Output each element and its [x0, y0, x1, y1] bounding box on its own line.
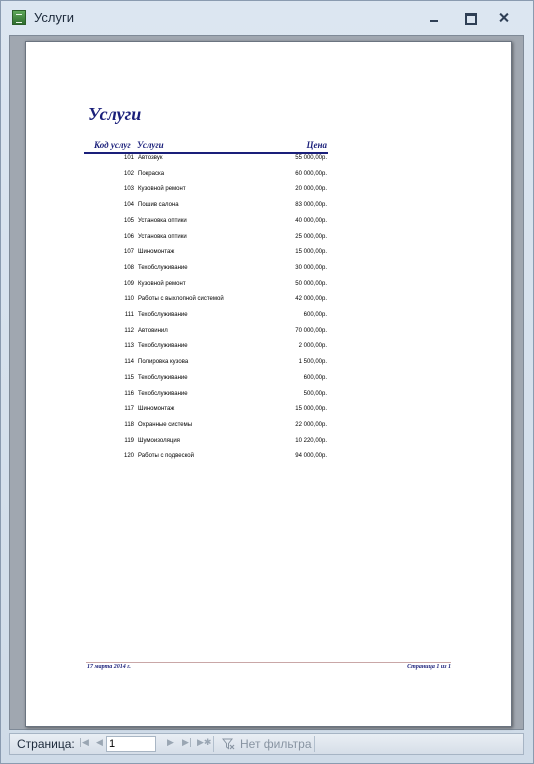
table-row [26, 343, 513, 359]
row-price: 20 000,00р. [295, 186, 327, 193]
maximize-button[interactable] [459, 9, 481, 27]
row-service: Покраска [138, 170, 165, 177]
table-row [26, 218, 513, 234]
page-number-input[interactable] [106, 736, 156, 752]
row-code: 109 [123, 280, 134, 287]
row-price: 70 000,00р. [295, 327, 327, 334]
footer-date: 17 марта 2014 г. [87, 664, 131, 670]
table-row [26, 312, 513, 328]
table-row [26, 391, 513, 407]
minimize-button[interactable] [423, 9, 445, 27]
row-code: 106 [123, 233, 134, 240]
table-icon [12, 10, 26, 25]
row-service: Техобслуживание [138, 390, 188, 397]
row-service: Техобслуживание [138, 312, 188, 318]
row-service: Охранные системы [138, 421, 193, 428]
close-button[interactable] [493, 9, 515, 27]
row-service: Пошив салона [138, 202, 179, 209]
row-price: 60 000,00р. [295, 170, 327, 177]
column-header-service: Услуги [137, 140, 164, 150]
row-price: 600,00р. [303, 374, 327, 381]
row-price: 94 000,00р. [295, 453, 327, 460]
table-row [26, 359, 513, 375]
row-service: Автовинил [138, 327, 168, 334]
row-price: 2 000,00р. [298, 343, 327, 350]
table-row [26, 438, 513, 454]
table-row [26, 234, 513, 250]
row-price: 40 000,00р. [295, 217, 327, 224]
row-code: 107 [123, 249, 134, 256]
row-service: Кузовной ремонт [138, 186, 186, 193]
navigation-bar [9, 733, 524, 755]
row-service: Автозвук [138, 155, 163, 161]
row-service: Техобслуживание [138, 264, 188, 271]
header-divider [84, 152, 328, 154]
row-service: Шиномонтаж [138, 406, 175, 413]
maximize-icon [465, 13, 477, 25]
footer-divider [86, 662, 451, 663]
row-code: 115 [124, 374, 134, 381]
row-code: 113 [124, 343, 134, 350]
previous-record-icon[interactable]: ◀ [96, 738, 103, 748]
row-price: 1 500,00р. [298, 359, 327, 366]
separator [213, 736, 214, 752]
report-preview-area[interactable] [9, 35, 524, 730]
table-row [26, 265, 513, 281]
row-code: 117 [124, 406, 134, 413]
table-row [26, 186, 513, 202]
row-service: Техобслуживание [138, 343, 188, 350]
footer-page-number: Страница 1 из 1 [407, 664, 451, 670]
row-service: Установка оптики [138, 233, 187, 240]
row-price: 55 000,00р. [295, 155, 327, 161]
row-code: 114 [124, 359, 134, 366]
table-row [26, 202, 513, 218]
row-price: 25 000,00р. [295, 233, 327, 240]
report-page [25, 41, 512, 727]
table-row [26, 249, 513, 265]
row-code: 112 [124, 327, 134, 334]
table-row [26, 155, 513, 171]
row-service: Полировка кузова [138, 359, 189, 366]
row-price: 83 000,00р. [295, 202, 327, 209]
row-service: Шиномонтаж [138, 249, 175, 256]
table-row [26, 453, 513, 469]
row-price: 22 000,00р. [295, 421, 327, 428]
table-row [26, 422, 513, 438]
row-code: 119 [124, 437, 134, 444]
row-price: 30 000,00р. [295, 264, 327, 271]
filter-off-icon[interactable] [222, 738, 235, 750]
minimize-icon [430, 20, 438, 22]
page-label: Страница: [17, 737, 75, 751]
row-code: 105 [123, 217, 134, 224]
row-service: Работы с выхлопной системой [138, 296, 224, 303]
first-record-icon[interactable]: |◀ [79, 738, 89, 748]
row-price: 600,00р. [303, 312, 327, 318]
column-header-price: Цена [306, 140, 327, 150]
row-service: Кузовной ремонт [138, 280, 186, 287]
table-row [26, 171, 513, 187]
table-row [26, 375, 513, 391]
row-service: Установка оптики [138, 217, 187, 224]
separator [314, 736, 315, 752]
row-code: 116 [124, 390, 134, 397]
filter-status[interactable]: Нет фильтра [240, 737, 312, 751]
row-price: 50 000,00р. [295, 280, 327, 287]
row-code: 108 [123, 264, 134, 271]
row-price: 500,00р. [303, 390, 327, 397]
title-bar[interactable] [1, 1, 533, 35]
report-title: Услуги [88, 104, 142, 124]
row-price: 15 000,00р. [295, 406, 327, 413]
row-service: Работы с подвеской [138, 453, 194, 460]
row-code: 102 [123, 170, 134, 177]
row-code: 110 [124, 296, 134, 303]
last-record-icon[interactable]: ▶| [182, 738, 192, 748]
window-title: Услуги [34, 10, 74, 25]
row-service: Техобслуживание [138, 374, 188, 381]
row-price: 15 000,00р. [295, 249, 327, 256]
table-row [26, 406, 513, 422]
new-record-icon[interactable]: ▶✱ [197, 738, 212, 748]
row-price: 10 220,00р. [295, 437, 327, 444]
table-row [26, 281, 513, 297]
table-row [26, 328, 513, 344]
row-service: Шумоизоляция [138, 437, 180, 444]
row-code: 103 [123, 186, 134, 193]
row-code: 120 [123, 453, 134, 460]
table-row [26, 296, 513, 312]
next-record-icon[interactable]: ▶ [167, 738, 174, 748]
row-code: 104 [123, 202, 134, 209]
row-code: 101 [123, 155, 134, 161]
row-code: 118 [124, 421, 134, 428]
column-header-code: Код услуг [94, 140, 131, 150]
row-price: 42 000,00р. [295, 296, 327, 303]
row-code: 111 [124, 312, 134, 318]
